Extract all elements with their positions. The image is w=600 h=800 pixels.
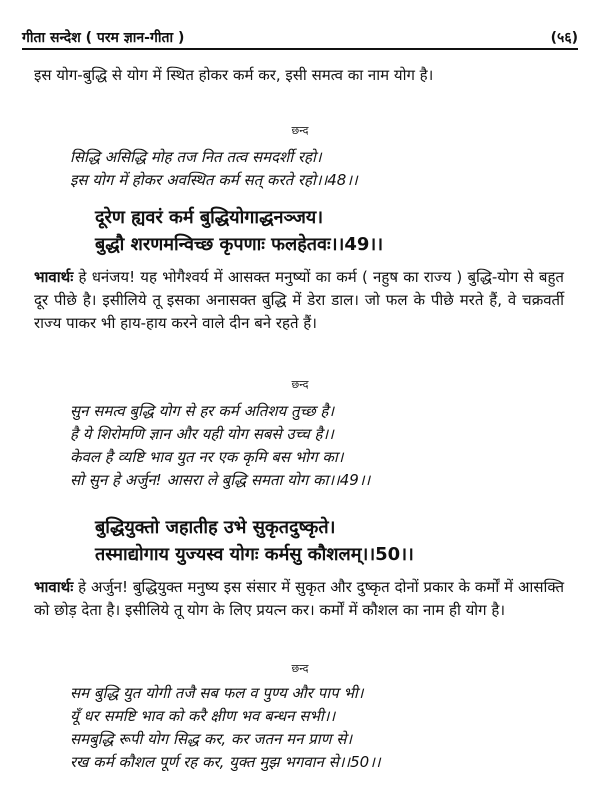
header-rule [22, 48, 578, 50]
verse-50 [70, 682, 550, 774]
verse-49 [70, 400, 550, 492]
verse-line: इस योग में होकर अवस्थित कर्म सत् करते रहो।।48।। [70, 171, 358, 189]
verse-line: है ये शिरोमणि ज्ञान और यही योग सबसे उच्च है।। [70, 425, 334, 443]
bhavarth-text: हे धनंजय! यह भोगैश्वर्य में आसक्त मनुष्यों का कर्म ( नहुष का राज्य ) बुद्धि-योग से बहुत दूर पीछे है। इसीलिये तू इसका अनासक्त बुद्धि में डेरा डाल। जो फल के पीछे मरते हैं, वे चक्रवर्ती राज्य पाकर भी हाय-हाय करने वाले दीन बने रहते हैं। [34, 268, 564, 332]
bhavarth-text: हे अर्जुन! बुद्धियुक्त मनुष्य इस संसार में सुकृत और दुष्कृत दोनों प्रकार के कर्मों में आसक्ति को छोड़ देता है। इसीलिये तू योग के लिए प्रयत्न कर। कर्मों में कौशल का नाम ही योग है। [34, 578, 564, 619]
verse-line: केवल है व्यष्टि भाव युत नर एक कृमि बस भोग का। [70, 448, 344, 466]
verse-line: समबुद्धि रूपी योग सिद्ध कर, कर जतन मन प्राण से। [70, 730, 353, 748]
running-header [22, 26, 578, 48]
sloka-line: तस्माद्योगाय युज्यस्व योगः कर्मसु कौशलम्।।50।। [95, 544, 414, 565]
verse-48 [70, 146, 550, 192]
verse-line: सिद्धि असिद्धि मोह तज नित तत्व समदर्शी रहो। [70, 148, 322, 166]
intro-paragraph: इस योग-बुद्धि से योग में स्थित होकर कर्म कर, इसी समत्व का नाम योग है। [34, 66, 434, 84]
sloka-line: दूरेण ह्यवरं कर्म बुद्धियोगाद्धनञ्जय। [95, 207, 324, 228]
bhavarth-50 [34, 576, 564, 622]
verse-line: यूँ धर समष्टि भाव को करै क्षीण भव बन्धन सभी।। [70, 707, 336, 725]
verse-line: रख कर्म कौशल पूर्ण रह कर, युक्त मुझ भगवान से।।50।। [70, 753, 381, 771]
page-number: (५६) [550, 29, 578, 46]
chhand-label-1: छन्द [291, 124, 309, 137]
bhavarth-49 [34, 266, 564, 335]
sloka-49 [95, 204, 555, 258]
verse-line: सो सुन हे अर्जुन! आसरा ले बुद्धि समता योग का।।49।। [70, 471, 371, 489]
chhand-label-2: छन्द [291, 378, 309, 391]
bhavarth-label: भावार्थः [34, 268, 74, 286]
verse-line: सम बुद्धि युत योगी तजै सब फल व पुण्य और पाप भी। [70, 684, 364, 702]
sloka-50 [95, 514, 555, 568]
chhand-label-3: छन्द [291, 662, 309, 675]
header-title: गीता सन्देश ( परम ज्ञान-गीता ) [22, 29, 185, 46]
sloka-line: बुद्धौ शरणमन्विच्छ कृपणाः फलहेतवः।।49।। [95, 234, 384, 255]
sloka-line: बुद्धियुक्तो जहातीह उभे सुकृतदुष्कृते। [95, 517, 336, 538]
verse-line: सुन समत्व बुद्धि योग से हर कर्म अतिशय तुच्छ है। [70, 402, 335, 420]
bhavarth-label: भावार्थः [34, 578, 74, 596]
